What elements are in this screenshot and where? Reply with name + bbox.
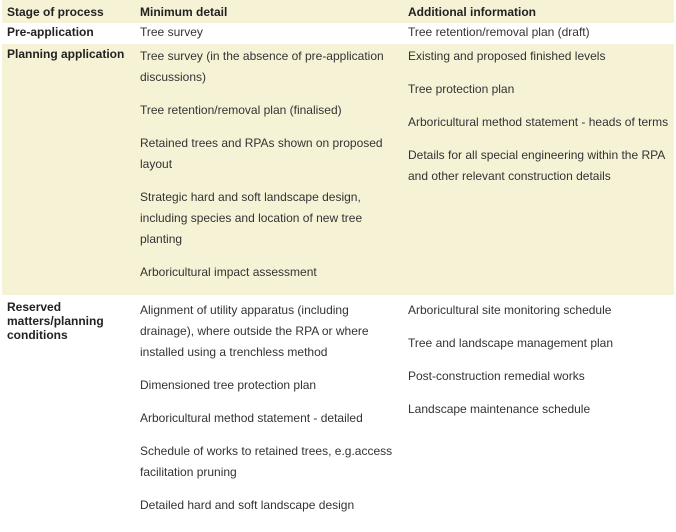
list-item: Retained trees and RPAs shown on proposed layout (140, 136, 383, 171)
list-item: Arboricultural method statement - detailed (140, 411, 363, 425)
list-item: Tree survey (in the absence of pre-application discussions) (140, 49, 384, 84)
table-row (2, 44, 674, 295)
minimum-detail-list (140, 46, 398, 283)
minimum-detail-list (140, 300, 398, 516)
list-item: Arboricultural site monitoring schedule (408, 303, 612, 317)
list-item: Post-construction remedial works (408, 369, 585, 383)
table-body (2, 23, 674, 528)
list-item: Tree retention/removal plan (draft) (408, 25, 590, 39)
list-item: Tree survey (140, 25, 203, 39)
list-item: Tree and landscape management plan (408, 336, 614, 350)
list-item: Strategic hard and soft landscape design, including species and location of new tree planting (140, 190, 363, 246)
table-header (2, 0, 674, 23)
table-row (2, 295, 674, 528)
list-item: Schedule of works to retained trees, e.g.access facilitation pruning (140, 444, 393, 479)
minimum-detail-list (140, 23, 398, 42)
stage-cell: Planning application (7, 47, 125, 61)
header-stage: Stage of process (7, 5, 104, 19)
additional-info-list (408, 46, 669, 187)
additional-info-cell (403, 44, 674, 295)
minimum-detail-cell (135, 44, 403, 295)
list-item: Landscape maintenance schedule (408, 402, 591, 416)
header-minimum-detail: Minimum detail (140, 5, 228, 19)
process-table (2, 0, 674, 528)
additional-info-list (408, 300, 669, 420)
stage-cell: Reserved matters/planning conditions (7, 300, 104, 342)
list-item: Existing and proposed finished levels (408, 49, 606, 63)
additional-info-cell (403, 23, 674, 44)
list-item: Tree protection plan (408, 82, 515, 96)
additional-info-list (408, 23, 669, 42)
list-item: Dimensioned tree protection plan (140, 378, 317, 392)
stage-cell: Pre-application (7, 25, 94, 39)
header-row (2, 0, 674, 23)
minimum-detail-cell (135, 295, 403, 528)
header-additional-information: Additional information (408, 5, 536, 19)
list-item: Arboricultural method statement - heads of terms (408, 115, 669, 129)
list-item: Details for all special engineering within the RPA and other relevant construction details (408, 148, 665, 183)
list-item: Detailed hard and soft landscape design (140, 498, 355, 512)
list-item: Tree retention/removal plan (finalised) (140, 103, 342, 117)
list-item: Arboricultural impact assessment (140, 265, 317, 279)
minimum-detail-cell (135, 23, 403, 44)
list-item: Alignment of utility apparatus (including drainage), where outside the RPA or where installed using a trenchless method (140, 303, 369, 359)
additional-info-cell (403, 295, 674, 528)
table-row (2, 23, 674, 44)
